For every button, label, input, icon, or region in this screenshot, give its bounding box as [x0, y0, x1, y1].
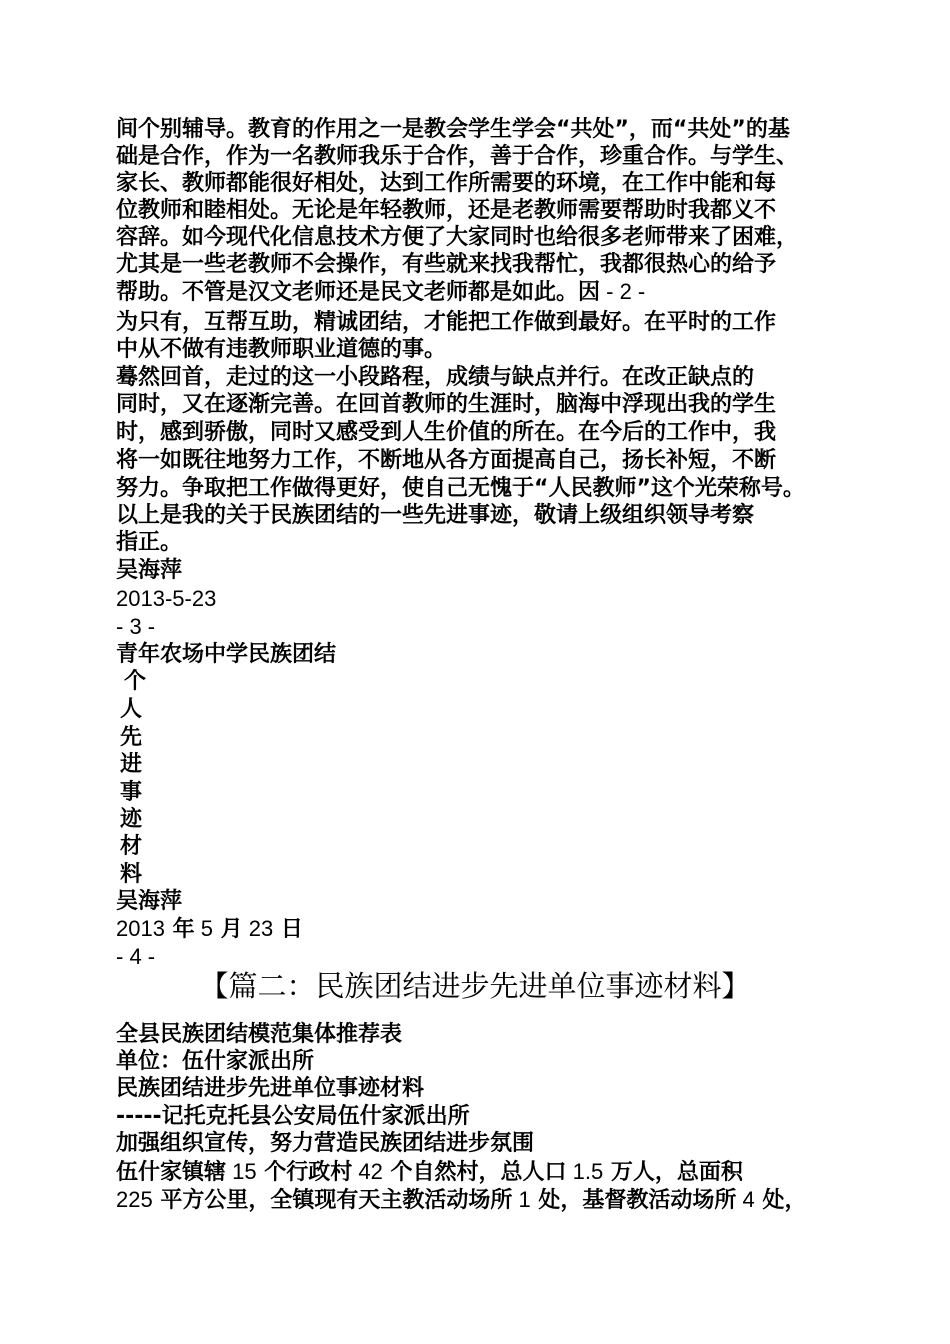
text-line — [116, 1186, 806, 1214]
text-line: 全县民族团结模范集体推荐表 — [116, 1022, 403, 1047]
number: 15 — [226, 1159, 257, 1184]
text-segment: 个自然村，总人口 — [382, 1160, 567, 1185]
vertical-char: 个 — [124, 669, 147, 694]
number: 42 — [352, 1159, 383, 1184]
vertical-char: 事 — [120, 780, 143, 805]
cover-date — [116, 915, 303, 943]
text-line: 加强组织宣传，努力营造民族团结进步氛围 — [116, 1131, 535, 1156]
text-line: 将一如既往地努力工作，不断地从各方面提高自己，扬长补短，不断 — [116, 448, 777, 473]
vertical-char: 先 — [120, 725, 143, 750]
date-year: 2013 — [116, 916, 165, 941]
text-line: 位教师和睦相处。无论是年轻教师，还是老教师需要帮助时我都义不 — [116, 198, 777, 223]
text-line: 时，感到骄傲，同时又感受到人生价值的所在。在今后的工作中，我 — [116, 420, 777, 445]
number: 225 — [116, 1187, 153, 1212]
date: 2013-5-23 — [116, 586, 217, 611]
page-number: - 3 - — [116, 614, 156, 639]
date-month: 5 — [194, 916, 213, 941]
page-number: - 4 - — [116, 944, 156, 969]
text-line: -----记托克托县公安局伍什家派出所 — [116, 1104, 470, 1129]
text-line: 家长、教师都能很好相处，达到工作所需要的环境，在工作中能和每 — [116, 171, 777, 196]
text-line: 尤其是一些老教师不会操作，有些就来找我帮忙，我都很热心的给予 — [116, 252, 777, 277]
text-segment: 处，基督教活动场所 — [530, 1188, 737, 1213]
text-line: 础是合作，作为一名教师我乐于合作，善于合作，珍重合作。与学生、 — [116, 144, 799, 169]
author-name: 吴海萍 — [116, 558, 183, 583]
text-line: 指正。 — [116, 530, 183, 555]
date-unit: 月 — [212, 917, 243, 942]
author-name: 吴海萍 — [116, 889, 183, 914]
text-segment: 帮助。不管是汉文老师还是民文老师都是如此。因 — [116, 280, 601, 305]
text-line: 同时，又在逐渐完善。在回首教师的生涯时，脑海中浮现出我的学生 — [116, 392, 777, 417]
number: 1 — [512, 1187, 531, 1212]
number: 4 — [736, 1187, 755, 1212]
text-line: 民族团结进步先进单位事迹材料 — [116, 1076, 425, 1101]
date-unit: 日 — [273, 917, 303, 942]
text-segment: 伍什家镇辖 — [116, 1160, 227, 1185]
vertical-char: 人 — [120, 697, 143, 722]
text-segment: 处， — [754, 1188, 807, 1213]
page-number: - 2 - — [600, 279, 646, 304]
vertical-char: 料 — [120, 862, 143, 887]
text-line: 中从不做有违教师职业道德的事。 — [116, 337, 447, 362]
text-line — [116, 278, 645, 306]
vertical-char: 材 — [120, 834, 143, 859]
text-line: 以上是我的关于民族团结的一些先进事迹，敬请上级组织领导考察 — [116, 503, 755, 528]
text-line: 单位：伍什家派出所 — [116, 1049, 315, 1074]
vertical-char: 进 — [120, 752, 143, 777]
text-line: 间个别辅导。教育的作用之一是教会学生学会“共处”，而“共处”的基 — [116, 117, 790, 142]
date-unit: 年 — [164, 917, 195, 942]
number: 1.5 — [566, 1159, 604, 1184]
text-segment: 平方公里，全镇现有天主教活动场所 — [152, 1188, 513, 1213]
text-line: 努力。争取把工作做得更好，使自己无愧于“人民教师”这个光荣称号。 — [116, 476, 805, 501]
text-line — [116, 1158, 743, 1186]
text-line: 为只有，互帮互助，精诚团结，才能把工作做到最好。在平时的工作 — [116, 310, 777, 335]
text-segment: 个行政村 — [256, 1160, 353, 1185]
section-heading: 【篇二：民族团结进步先进单位事迹材料】 — [199, 969, 751, 1003]
text-line: 容辞。如今现代化信息技术方便了大家同时也给很多老师带来了困难， — [116, 225, 799, 250]
text-line: 蓦然回首，走过的这一小段路程，成绩与缺点并行。在改正缺点的 — [116, 365, 755, 390]
text-segment: 万人，总面积 — [603, 1160, 743, 1185]
date-day: 23 — [242, 916, 274, 941]
vertical-char: 迹 — [120, 807, 143, 832]
cover-title: 青年农场中学民族团结 — [116, 642, 337, 667]
